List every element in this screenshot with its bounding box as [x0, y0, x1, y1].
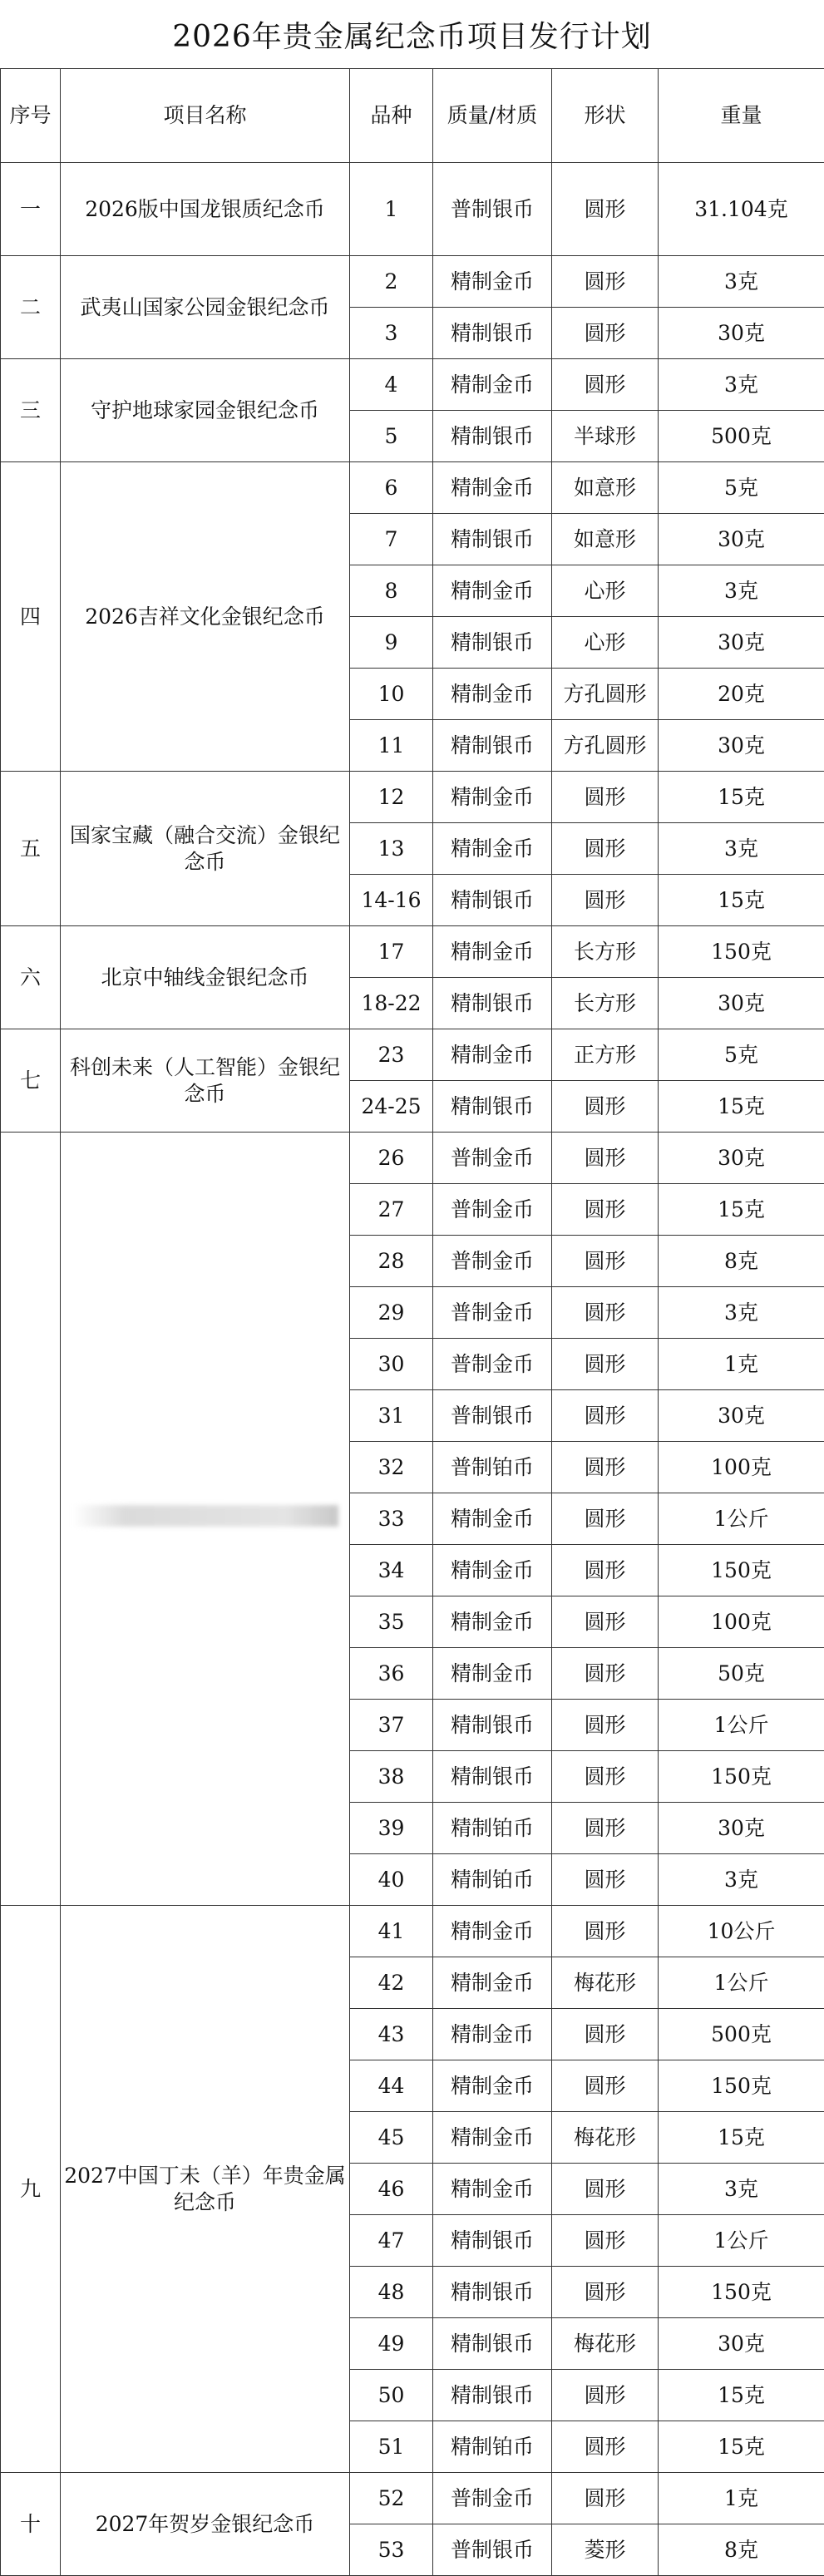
variety-cell: 35 [350, 1596, 433, 1648]
shape-cell: 圆形 [552, 1390, 659, 1442]
project-name-cell: 2027中国丁未（羊）年贵金属纪念币 [61, 1906, 350, 2473]
material-cell: 精制铂币 [433, 2421, 552, 2473]
variety-cell: 29 [350, 1287, 433, 1339]
material-cell: 精制金币 [433, 1029, 552, 1081]
shape-cell: 菱形 [552, 2524, 659, 2576]
group-index-cell: 二 [1, 256, 61, 359]
group-index-cell: 四 [1, 462, 61, 772]
material-cell: 普制银币 [433, 1390, 552, 1442]
weight-cell: 30克 [659, 2318, 824, 2370]
shape-cell: 圆形 [552, 359, 659, 411]
material-cell: 普制铂币 [433, 1442, 552, 1493]
material-cell: 精制银币 [433, 1081, 552, 1133]
weight-cell: 8克 [659, 2524, 824, 2576]
shape-cell: 圆形 [552, 2164, 659, 2215]
table-body [1, 163, 824, 2576]
shape-cell: 圆形 [552, 1648, 659, 1700]
shape-cell: 圆形 [552, 308, 659, 359]
material-cell: 普制金币 [433, 1133, 552, 1184]
table-row [1, 1029, 824, 1081]
material-cell: 普制金币 [433, 1287, 552, 1339]
table-row [1, 1906, 824, 1957]
material-cell: 精制银币 [433, 1751, 552, 1803]
material-cell: 精制银币 [433, 514, 552, 565]
weight-cell: 1公斤 [659, 2215, 824, 2267]
table-row [1, 256, 824, 308]
shape-cell: 圆形 [552, 2009, 659, 2060]
shape-cell: 圆形 [552, 823, 659, 875]
group-index-cell: 十 [1, 2473, 61, 2576]
variety-cell: 7 [350, 514, 433, 565]
variety-cell: 10 [350, 669, 433, 720]
table-row [1, 359, 824, 411]
weight-cell: 30克 [659, 308, 824, 359]
project-name-cell: 北京中轴线金银纪念币 [61, 926, 350, 1029]
material-cell: 精制金币 [433, 565, 552, 617]
variety-cell: 40 [350, 1854, 433, 1906]
material-cell: 精制金币 [433, 256, 552, 308]
group-index-cell: 九 [1, 1906, 61, 2473]
weight-cell: 31.104克 [659, 163, 824, 256]
weight-cell: 10公斤 [659, 1906, 824, 1957]
weight-cell: 500克 [659, 2009, 824, 2060]
shape-cell: 圆形 [552, 1803, 659, 1854]
shape-cell: 圆形 [552, 1751, 659, 1803]
project-name-cell: 2026版中国龙银质纪念币 [61, 163, 350, 256]
material-cell: 精制银币 [433, 2267, 552, 2318]
weight-cell: 15克 [659, 772, 824, 823]
weight-cell: 15克 [659, 1184, 824, 1236]
material-cell: 普制金币 [433, 1236, 552, 1287]
material-cell: 精制银币 [433, 2318, 552, 2370]
variety-cell: 36 [350, 1648, 433, 1700]
variety-cell: 49 [350, 2318, 433, 2370]
variety-cell: 12 [350, 772, 433, 823]
material-cell: 精制银币 [433, 978, 552, 1029]
weight-cell: 15克 [659, 875, 824, 926]
material-cell: 普制银币 [433, 2524, 552, 2576]
variety-cell: 17 [350, 926, 433, 978]
material-cell: 精制金币 [433, 1648, 552, 1700]
weight-cell: 3克 [659, 256, 824, 308]
variety-cell: 45 [350, 2112, 433, 2164]
variety-cell: 9 [350, 617, 433, 669]
weight-cell: 3克 [659, 1287, 824, 1339]
weight-cell: 100克 [659, 1442, 824, 1493]
variety-cell: 4 [350, 359, 433, 411]
variety-cell: 37 [350, 1700, 433, 1751]
variety-cell: 38 [350, 1751, 433, 1803]
weight-cell: 5克 [659, 462, 824, 514]
variety-cell: 44 [350, 2060, 433, 2112]
weight-cell: 1克 [659, 1339, 824, 1390]
shape-cell: 方孔圆形 [552, 720, 659, 772]
weight-cell: 5克 [659, 1029, 824, 1081]
group-index-cell [1, 1133, 61, 1906]
variety-cell: 1 [350, 163, 433, 256]
redacted-project-name [72, 1505, 338, 1527]
weight-cell: 3克 [659, 2164, 824, 2215]
shape-cell: 心形 [552, 617, 659, 669]
material-cell: 精制铂币 [433, 1803, 552, 1854]
material-cell: 精制银币 [433, 411, 552, 462]
variety-cell: 18-22 [350, 978, 433, 1029]
material-cell: 精制金币 [433, 823, 552, 875]
weight-cell: 150克 [659, 2267, 824, 2318]
shape-cell: 半球形 [552, 411, 659, 462]
weight-cell: 3克 [659, 1854, 824, 1906]
weight-cell: 30克 [659, 1390, 824, 1442]
table-header-row [1, 69, 824, 163]
coin-plan-table [0, 68, 824, 2576]
project-name-cell: 科创未来（人工智能）金银纪念币 [61, 1029, 350, 1133]
material-cell: 普制银币 [433, 163, 552, 256]
variety-cell: 6 [350, 462, 433, 514]
material-cell: 精制金币 [433, 1493, 552, 1545]
shape-cell: 圆形 [552, 772, 659, 823]
shape-cell: 圆形 [552, 1339, 659, 1390]
weight-cell: 100克 [659, 1596, 824, 1648]
weight-cell: 15克 [659, 2421, 824, 2473]
variety-cell: 50 [350, 2370, 433, 2421]
variety-cell: 32 [350, 1442, 433, 1493]
weight-cell: 30克 [659, 1803, 824, 1854]
shape-cell: 圆形 [552, 1081, 659, 1133]
shape-cell: 如意形 [552, 514, 659, 565]
variety-cell: 41 [350, 1906, 433, 1957]
variety-cell: 28 [350, 1236, 433, 1287]
variety-cell: 24-25 [350, 1081, 433, 1133]
material-cell: 精制银币 [433, 2370, 552, 2421]
variety-cell: 31 [350, 1390, 433, 1442]
material-cell: 精制金币 [433, 2009, 552, 2060]
project-name-cell: 2026吉祥文化金银纪念币 [61, 462, 350, 772]
weight-cell: 15克 [659, 2112, 824, 2164]
shape-cell: 圆形 [552, 1493, 659, 1545]
material-cell: 普制金币 [433, 1184, 552, 1236]
weight-cell: 15克 [659, 2370, 824, 2421]
variety-cell: 51 [350, 2421, 433, 2473]
material-cell: 精制金币 [433, 462, 552, 514]
material-cell: 精制金币 [433, 1545, 552, 1596]
variety-cell: 52 [350, 2473, 433, 2524]
variety-cell: 42 [350, 1957, 433, 2009]
weight-cell: 8克 [659, 1236, 824, 1287]
project-name-cell [61, 1133, 350, 1906]
material-cell: 精制金币 [433, 2060, 552, 2112]
shape-cell: 圆形 [552, 163, 659, 256]
header-weight: 重量 [659, 69, 824, 163]
weight-cell: 30克 [659, 720, 824, 772]
shape-cell: 圆形 [552, 1287, 659, 1339]
weight-cell: 50克 [659, 1648, 824, 1700]
variety-cell: 53 [350, 2524, 433, 2576]
variety-cell: 33 [350, 1493, 433, 1545]
table-row [1, 772, 824, 823]
variety-cell: 5 [350, 411, 433, 462]
variety-cell: 48 [350, 2267, 433, 2318]
weight-cell: 30克 [659, 978, 824, 1029]
weight-cell: 1公斤 [659, 1957, 824, 2009]
variety-cell: 2 [350, 256, 433, 308]
shape-cell: 如意形 [552, 462, 659, 514]
variety-cell: 14-16 [350, 875, 433, 926]
material-cell: 精制金币 [433, 1596, 552, 1648]
shape-cell: 圆形 [552, 2473, 659, 2524]
variety-cell: 8 [350, 565, 433, 617]
header-project: 项目名称 [61, 69, 350, 163]
material-cell: 精制金币 [433, 2164, 552, 2215]
shape-cell: 圆形 [552, 1184, 659, 1236]
weight-cell: 3克 [659, 565, 824, 617]
material-cell: 精制银币 [433, 875, 552, 926]
material-cell: 普制金币 [433, 2473, 552, 2524]
header-variety: 品种 [350, 69, 433, 163]
shape-cell: 圆形 [552, 256, 659, 308]
project-name-cell: 武夷山国家公园金银纪念币 [61, 256, 350, 359]
weight-cell: 30克 [659, 617, 824, 669]
shape-cell: 圆形 [552, 1596, 659, 1648]
shape-cell: 圆形 [552, 2060, 659, 2112]
group-index-cell: 五 [1, 772, 61, 926]
variety-cell: 47 [350, 2215, 433, 2267]
material-cell: 精制银币 [433, 720, 552, 772]
variety-cell: 27 [350, 1184, 433, 1236]
variety-cell: 43 [350, 2009, 433, 2060]
group-index-cell: 三 [1, 359, 61, 462]
project-name-cell: 守护地球家园金银纪念币 [61, 359, 350, 462]
shape-cell: 梅花形 [552, 1957, 659, 2009]
variety-cell: 39 [350, 1803, 433, 1854]
shape-cell: 长方形 [552, 926, 659, 978]
variety-cell: 34 [350, 1545, 433, 1596]
shape-cell: 圆形 [552, 2215, 659, 2267]
variety-cell: 30 [350, 1339, 433, 1390]
weight-cell: 30克 [659, 1133, 824, 1184]
shape-cell: 圆形 [552, 2421, 659, 2473]
shape-cell: 正方形 [552, 1029, 659, 1081]
project-name-cell: 2027年贺岁金银纪念币 [61, 2473, 350, 2576]
group-index-cell: 一 [1, 163, 61, 256]
material-cell: 精制金币 [433, 772, 552, 823]
weight-cell: 1克 [659, 2473, 824, 2524]
shape-cell: 圆形 [552, 1236, 659, 1287]
shape-cell: 圆形 [552, 2267, 659, 2318]
shape-cell: 圆形 [552, 1854, 659, 1906]
material-cell: 精制银币 [433, 617, 552, 669]
header-shape: 形状 [552, 69, 659, 163]
weight-cell: 30克 [659, 514, 824, 565]
shape-cell: 长方形 [552, 978, 659, 1029]
shape-cell: 方孔圆形 [552, 669, 659, 720]
shape-cell: 圆形 [552, 2370, 659, 2421]
table-row [1, 926, 824, 978]
weight-cell: 500克 [659, 411, 824, 462]
material-cell: 精制银币 [433, 2215, 552, 2267]
material-cell: 精制银币 [433, 1700, 552, 1751]
shape-cell: 梅花形 [552, 2318, 659, 2370]
weight-cell: 150克 [659, 2060, 824, 2112]
table-row [1, 1133, 824, 1184]
material-cell: 精制金币 [433, 1906, 552, 1957]
variety-cell: 26 [350, 1133, 433, 1184]
group-index-cell: 六 [1, 926, 61, 1029]
variety-cell: 13 [350, 823, 433, 875]
material-cell: 精制金币 [433, 2112, 552, 2164]
document-title: 2026年贵金属纪念币项目发行计划 [0, 0, 824, 68]
table-row [1, 462, 824, 514]
variety-cell: 11 [350, 720, 433, 772]
shape-cell: 圆形 [552, 1545, 659, 1596]
weight-cell: 1公斤 [659, 1700, 824, 1751]
material-cell: 精制金币 [433, 669, 552, 720]
table-row [1, 2473, 824, 2524]
material-cell: 普制金币 [433, 1339, 552, 1390]
weight-cell: 1公斤 [659, 1493, 824, 1545]
header-material: 质量/材质 [433, 69, 552, 163]
weight-cell: 3克 [659, 823, 824, 875]
material-cell: 精制金币 [433, 359, 552, 411]
material-cell: 精制金币 [433, 926, 552, 978]
header-index: 序号 [1, 69, 61, 163]
table-row [1, 163, 824, 256]
shape-cell: 圆形 [552, 1133, 659, 1184]
weight-cell: 15克 [659, 1081, 824, 1133]
group-index-cell: 七 [1, 1029, 61, 1133]
shape-cell: 圆形 [552, 1700, 659, 1751]
variety-cell: 46 [350, 2164, 433, 2215]
shape-cell: 圆形 [552, 875, 659, 926]
material-cell: 精制银币 [433, 308, 552, 359]
variety-cell: 3 [350, 308, 433, 359]
project-name-cell: 国家宝藏（融合交流）金银纪念币 [61, 772, 350, 926]
shape-cell: 圆形 [552, 1442, 659, 1493]
weight-cell: 150克 [659, 926, 824, 978]
variety-cell: 23 [350, 1029, 433, 1081]
weight-cell: 20克 [659, 669, 824, 720]
weight-cell: 150克 [659, 1751, 824, 1803]
shape-cell: 圆形 [552, 1906, 659, 1957]
weight-cell: 150克 [659, 1545, 824, 1596]
material-cell: 精制金币 [433, 1957, 552, 2009]
shape-cell: 梅花形 [552, 2112, 659, 2164]
shape-cell: 心形 [552, 565, 659, 617]
material-cell: 精制铂币 [433, 1854, 552, 1906]
weight-cell: 3克 [659, 359, 824, 411]
